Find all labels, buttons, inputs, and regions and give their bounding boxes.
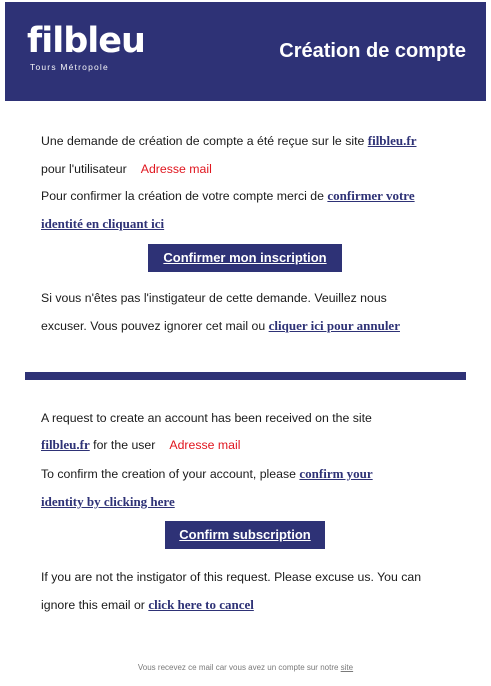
en-user-placeholder: Adresse mail: [169, 438, 241, 452]
en-line-2: filbleu.fr for the user Adresse mail: [41, 437, 241, 452]
fr-line-2: pour l'utilisateur Adresse mail: [41, 162, 212, 176]
fr-confirm-button[interactable]: Confirmer mon inscription: [148, 244, 342, 272]
en-cancel-link[interactable]: click here to cancel: [148, 597, 254, 612]
en-line-3: To confirm the creation of your account, please confirm your: [41, 466, 373, 481]
en-confirm-button[interactable]: Confirm subscription: [165, 521, 325, 549]
en-line-1: A request to create an account has been received on the site: [41, 411, 372, 425]
fr-confirm-link-cont[interactable]: identité en cliquant ici: [41, 216, 165, 231]
en-site-link[interactable]: filbleu.fr: [41, 437, 90, 452]
en-line-5: ignore this email or click here to cancel: [41, 597, 254, 612]
en-confirm-link[interactable]: confirm your: [299, 466, 373, 481]
fr-line-1: Une demande de création de compte a été reçue sur le site filbleu.fr: [41, 133, 417, 148]
fr-user-placeholder: Adresse mail: [140, 162, 212, 176]
fr-confirm-link[interactable]: confirmer votre: [327, 188, 415, 203]
fr-line-3b: [41, 216, 164, 232]
page-title: Création de compte: [279, 40, 466, 62]
section-divider: [25, 372, 466, 380]
logo-subtitle: Tours Métropole: [30, 62, 109, 72]
fr-line-4: Si vous n'êtes pas l'instigateur de cette demande. Veuillez nous: [41, 291, 387, 305]
en-confirm-link-cont[interactable]: identity by clicking here: [41, 494, 175, 509]
fr-cancel-link[interactable]: cliquer ici pour annuler: [268, 318, 400, 333]
filbleu-logo: filbleu: [27, 21, 145, 61]
fr-site-link[interactable]: filbleu.fr: [367, 133, 417, 148]
en-line-3b: [41, 494, 175, 510]
email-header: [5, 2, 486, 101]
fr-line-3: Pour confirmer la création de votre compte merci de confirmer votre: [41, 188, 415, 203]
email-footer: Vous recevez ce mail car vous avez un compte sur notre site: [137, 663, 354, 672]
footer-site-link[interactable]: site: [340, 663, 354, 672]
en-line-4: If you are not the instigator of this request. Please excuse us. You can: [41, 570, 422, 584]
fr-line-5: excuser. Vous pouvez ignorer cet mail ou cliquer ici pour annuler: [41, 318, 400, 333]
